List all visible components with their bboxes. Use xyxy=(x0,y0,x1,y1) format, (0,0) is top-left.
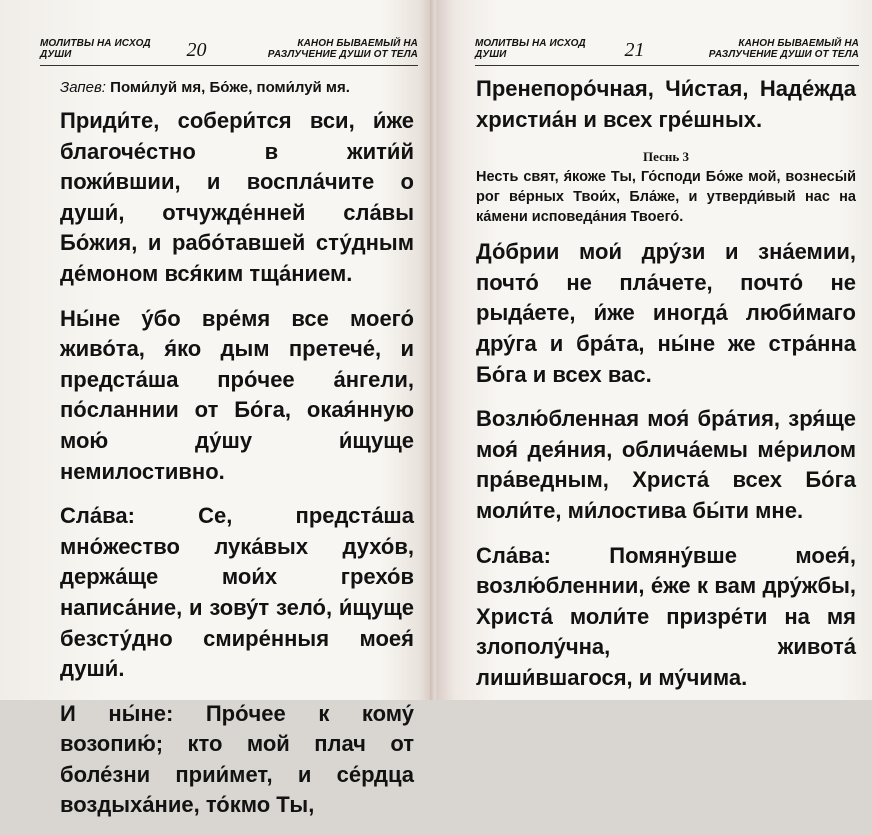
left-page-header xyxy=(40,38,418,66)
right-page xyxy=(438,0,872,700)
troparion-i-nyne: И ны́не: Про́чее к кому́ возопию́; кто мой плач от боле́зни прии́мет, и се́рдца воздыха́ние, то́кмо Ты, xyxy=(60,700,414,818)
zapev-line xyxy=(60,78,414,98)
troparion-1: До́брии мои́ дру́зи и зна́емии, почто́ не пла́чете, почто́ не рыда́ете, и́же иногда́ люби́маго дру́га и бра́та, ны́не же стра́нна Бо́га и всех вас. xyxy=(476,239,856,387)
troparion-slava: Сла́ва: Помяну́вше моея́, возлю́бленнии, е́же к вам дру́жбы, Христа́ моли́те призре́ти на мя злополу́чна, живота́ лиши́вшагося, и му́чима. xyxy=(476,542,856,690)
troparion-2: Возлю́бленная моя́ бра́тия, зря́ще моя́ дея́ния, облича́емы ме́рилом пра́ведным, Христа́ всех Бо́га моли́те, ми́лостива бы́ти мне. xyxy=(476,406,856,523)
header-rule xyxy=(475,65,859,66)
left-page xyxy=(0,0,432,818)
right-page-header xyxy=(475,38,859,66)
page-number: 20 xyxy=(186,39,207,61)
running-head-left: МОЛИТВЫ НА ИСХОД ДУШИ xyxy=(475,38,586,60)
irmos: Несть свят, я́коже Ты, Го́споди Бо́же мой, вознесы́й рог ве́рных Твои́х, Бла́же, и утверди́вый нас на ка́мени исповеда́ния Твоего́. xyxy=(476,169,856,226)
running-head-left: МОЛИТВЫ НА ИСХОД ДУШИ xyxy=(40,38,151,60)
troparion-1: Приди́те, собери́тся вси, и́же благоче́стно в жити́й пожи́вшии, и воспла́чите о души́, отчужде́нней сла́вы Бо́жия, и рабо́тавшей сту́дным де́моном вся́ким тща́нием. xyxy=(60,108,414,286)
theotokion-ending: Пренепоро́чная, Чи́стая, Наде́жда христиа́н и всех гре́шных. xyxy=(476,76,856,132)
left-page-body xyxy=(60,79,414,835)
right-page-body xyxy=(476,74,856,708)
zapev-text: Поми́луй мя, Бо́же, поми́луй мя. xyxy=(110,79,350,96)
running-head-right: КАНОН БЫВАЕМЫЙ НА РАЗЛУЧЕНИЕ ДУШИ ОТ ТЕЛА xyxy=(267,38,418,60)
page-number: 21 xyxy=(624,39,645,61)
troparion-2: Ны́не у́бо вре́мя все моего́ живо́та, я́ко дым претече́, и предста́ша про́чее а́нгели, по́сланнии от Бо́га, окая́нную мою́ ду́шу и́щуще немилостивно. xyxy=(60,305,414,484)
zapev-label: Запев: xyxy=(60,79,106,96)
running-head-right: КАНОН БЫВАЕМЫЙ НА РАЗЛУЧЕНИЕ ДУШИ ОТ ТЕЛА xyxy=(708,38,859,60)
song-title: Песнь 3 xyxy=(643,149,689,165)
header-rule xyxy=(40,65,418,66)
troparion-slava: Сла́ва: Се, предста́ша мно́жество лука́вых духо́в, держа́ще мои́х грехо́в написа́ние, и зову́т зело́, и́щуще безсту́дно смире́нныя моея́ души́. xyxy=(60,503,414,682)
